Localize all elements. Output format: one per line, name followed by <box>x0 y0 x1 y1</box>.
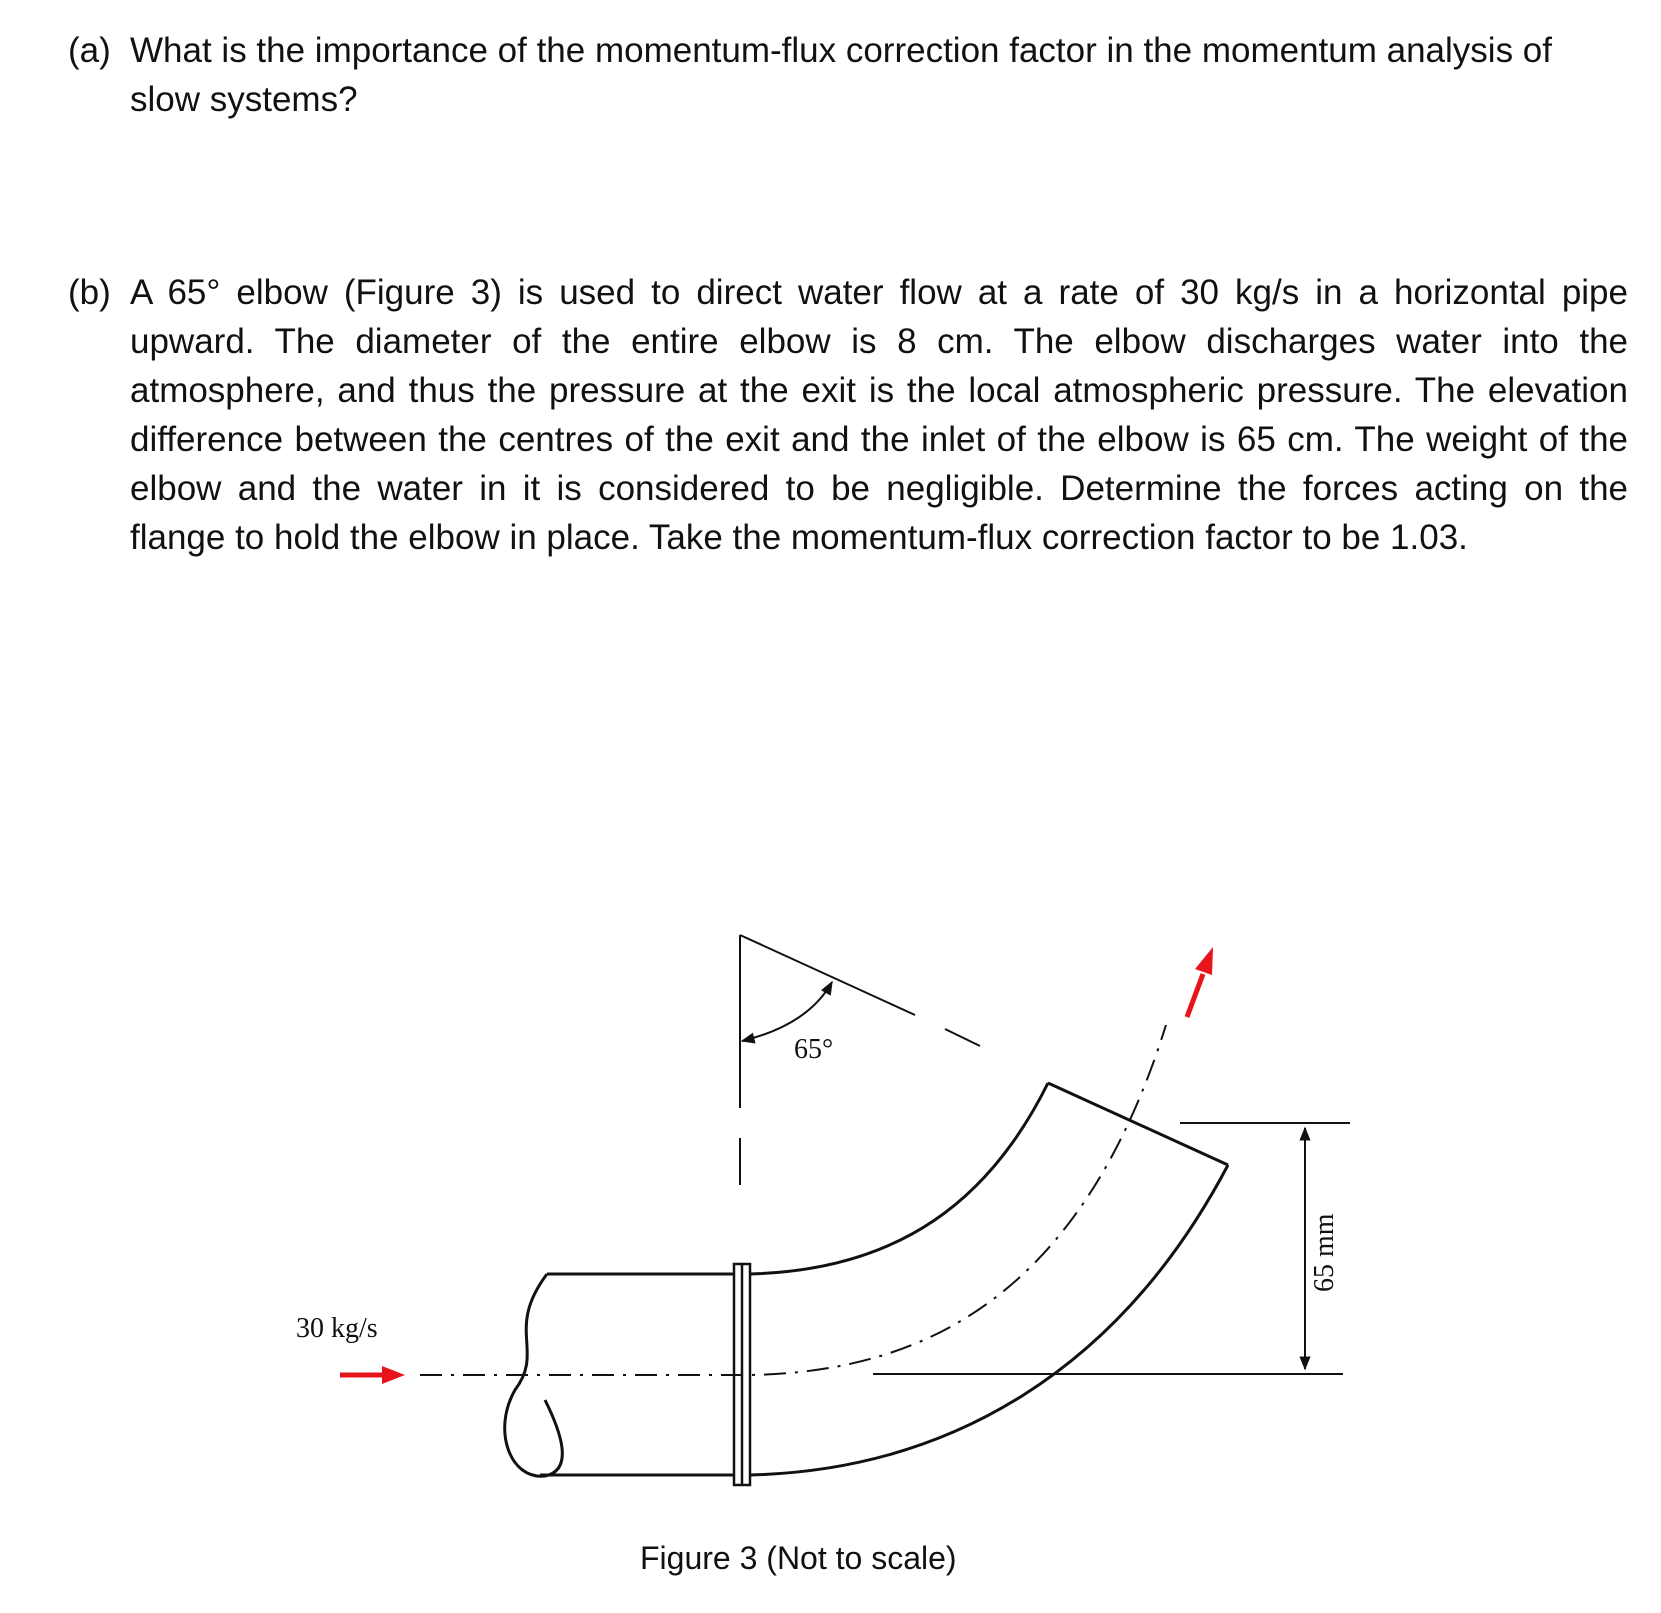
angle-reference-lines <box>740 935 980 1185</box>
flow-rate-label: 30 kg/s <box>296 1313 378 1344</box>
question-b-text: A 65° elbow (Figure 3) is used to direct water flow at a rate of 30 kg/s in a horizontal pipe upward. The diameter of the entire elbow is 8 cm. The elbow discharges water into the atmosphere, and thus the pressure at the exit is the local atmospheric pressure. The elevation difference between the centres of the exit and the inlet of the elbow is 65 cm. The weight of the elbow and the water in it is considered to be negligible. Determine the forces acting on the flange to hold the elbow in place. Take the momentum-flux correction factor to be 1.03. <box>130 273 1628 557</box>
question-b-label: (b) <box>68 273 111 312</box>
exit-flow-arrow <box>1187 947 1213 1017</box>
inlet-flow-arrow <box>340 1366 405 1384</box>
question-a-text: What is the importance of the momentum-flux correction factor in the momentum analysis of slow systems? <box>130 31 1552 119</box>
height-label: 65 mm <box>1309 1213 1340 1292</box>
angle-label: 65° <box>794 1034 834 1065</box>
angle-arc <box>742 982 832 1041</box>
question-a-label: (a) <box>68 31 111 70</box>
figure-caption: Figure 3 (Not to scale) <box>640 1540 957 1576</box>
flow-centerline <box>420 1025 1166 1375</box>
height-dimension <box>873 1123 1350 1374</box>
elbow <box>750 1083 1228 1475</box>
